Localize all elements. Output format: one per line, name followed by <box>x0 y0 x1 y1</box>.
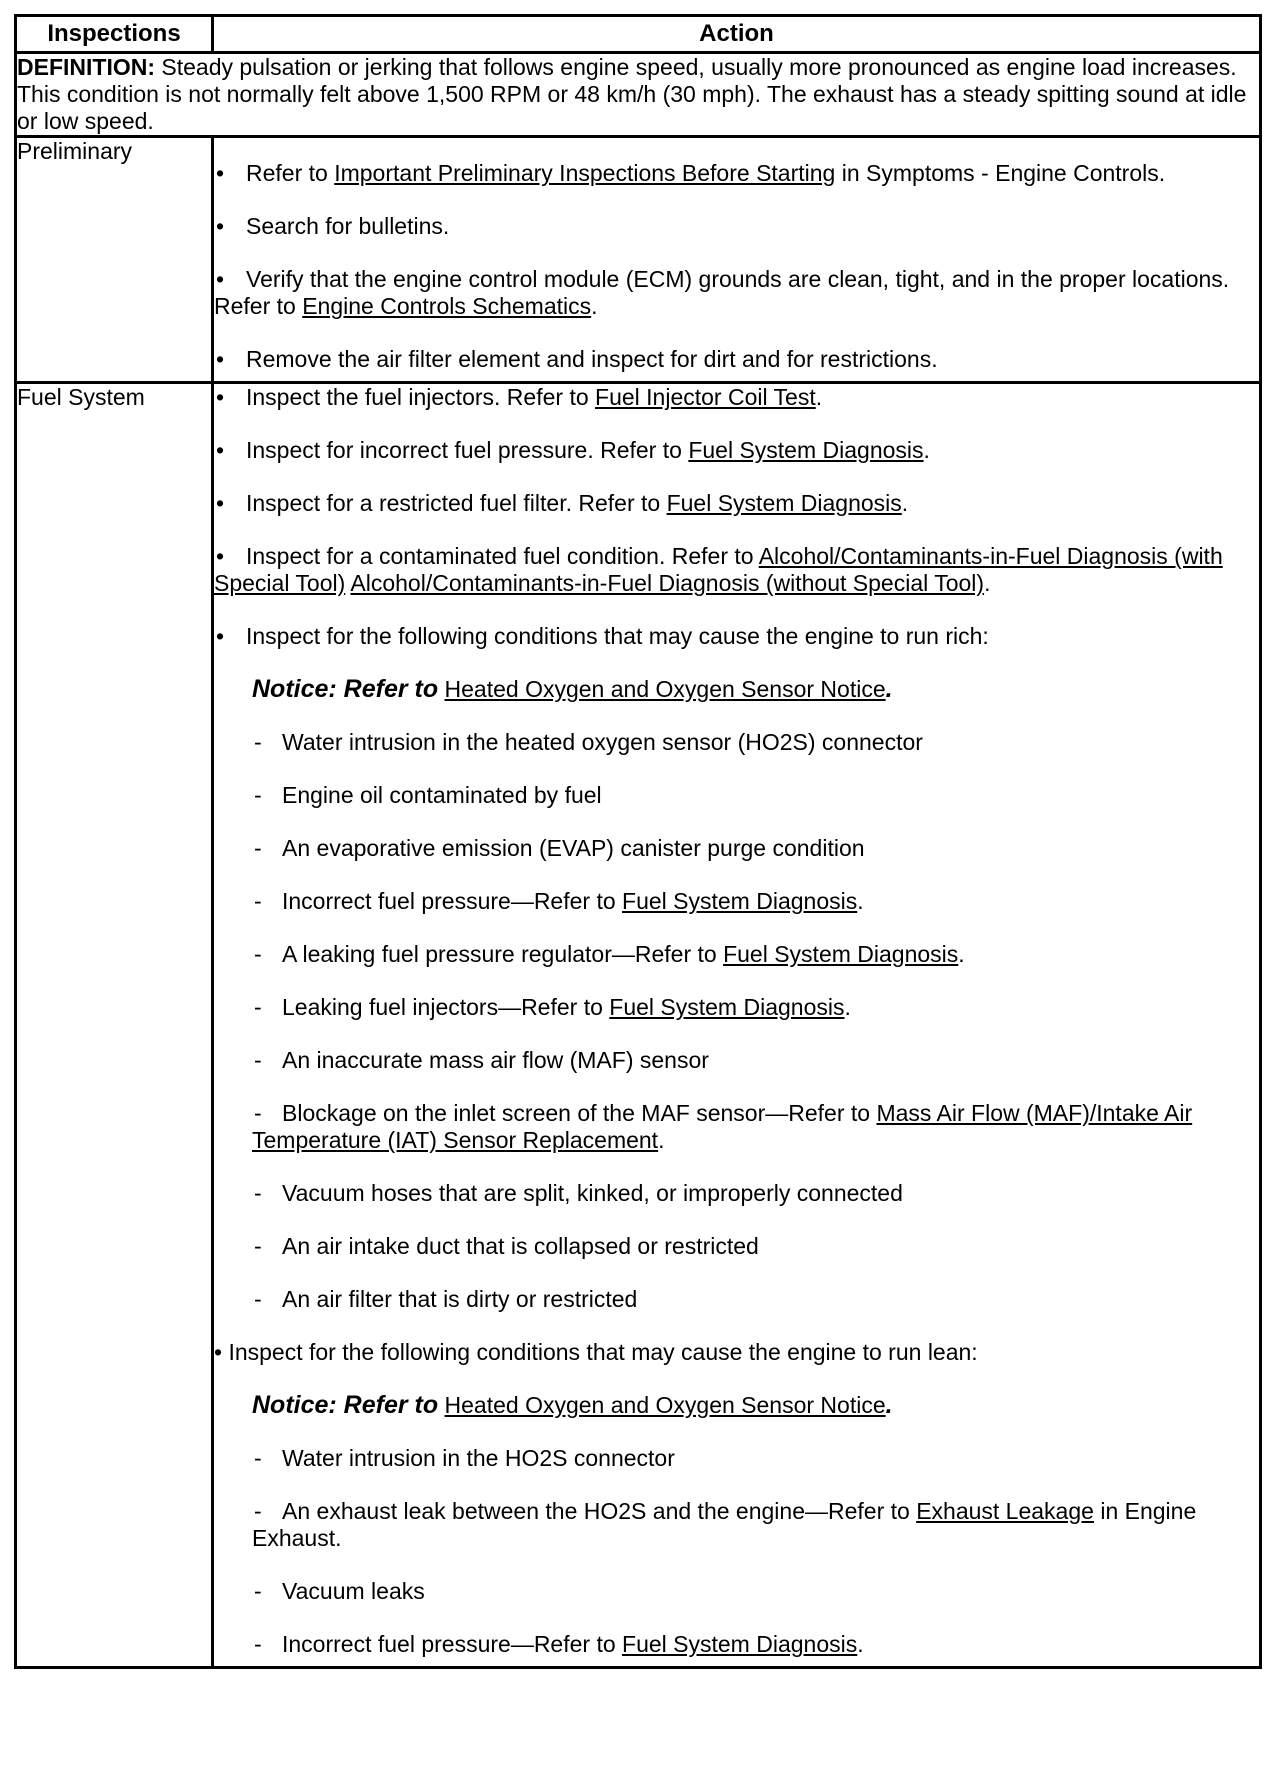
header-action: Action <box>213 16 1261 53</box>
sub-item: - An air filter that is dirty or restricted <box>254 1286 638 1312</box>
fuel-system-diagnosis-link[interactable]: Fuel System Diagnosis <box>723 941 959 967</box>
notice-label: Notice: Refer to <box>252 675 439 703</box>
sub-item: - Engine oil contaminated by fuel <box>254 782 602 808</box>
lean-notice: Notice: Refer to Heated Oxygen and Oxygen Sensor Notice. <box>252 1391 893 1419</box>
engine-controls-schematics-link[interactable]: Engine Controls Schematics <box>302 293 592 319</box>
list-item: • Inspect for a restricted fuel filter. Refer to Fuel System Diagnosis. <box>216 490 909 516</box>
list-item: • Inspect for the following conditions that may cause the engine to run lean: <box>214 1339 978 1365</box>
fuel-system-actions <box>213 383 1261 1668</box>
list-item: • Inspect for incorrect fuel pressure. Refer to Fuel System Diagnosis. <box>216 437 930 463</box>
header-inspections: Inspections <box>16 16 213 53</box>
definition-row <box>16 53 1261 137</box>
fuel-system-row <box>16 383 1261 1668</box>
fuel-system-diagnosis-link[interactable]: Fuel System Diagnosis <box>688 437 924 463</box>
sub-item: - Incorrect fuel pressure—Refer to Fuel System Diagnosis. <box>254 1631 864 1657</box>
definition-cell <box>16 53 1261 137</box>
list-item: • Verify that the engine control module (ECM) grounds are clean, tight, and in the proper locations. Refer to Engine Controls Schematics. <box>214 266 1230 319</box>
preliminary-inspections-link[interactable]: Important Preliminary Inspections Before Starting <box>334 160 836 186</box>
sub-item: - A leaking fuel pressure regulator—Refer to Fuel System Diagnosis. <box>254 941 965 967</box>
fuel-system-diagnosis-link[interactable]: Fuel System Diagnosis <box>666 490 902 516</box>
preliminary-row <box>16 137 1261 383</box>
sub-item: - An exhaust leak between the HO2S and the engine—Refer to Exhaust Leakage in Engine Exhaust. <box>252 1498 1197 1551</box>
fuel-system-diagnosis-link[interactable]: Fuel System Diagnosis <box>622 1631 858 1657</box>
preliminary-actions <box>213 137 1261 383</box>
sub-item: - Incorrect fuel pressure—Refer to Fuel System Diagnosis. <box>254 888 864 914</box>
fuel-injector-coil-test-link[interactable]: Fuel Injector Coil Test <box>595 384 816 410</box>
sub-item: - Vacuum hoses that are split, kinked, or improperly connected <box>254 1180 903 1206</box>
definition-text: Steady pulsation or jerking that follows engine speed, usually more pronounced as engine load increases. This condition is not normally felt above 1,500 RPM or 48 km/h (30 mph). The exhaust has a steady spitting sound at idle or low speed. <box>17 54 1247 134</box>
header-row <box>16 16 1261 53</box>
sub-item: - An evaporative emission (EVAP) canister purge condition <box>254 835 865 861</box>
sub-item: - Water intrusion in the heated oxygen sensor (HO2S) connector <box>254 729 923 755</box>
definition-label: DEFINITION: <box>17 54 155 80</box>
sub-item: - An air intake duct that is collapsed or restricted <box>254 1233 759 1259</box>
sub-item: - Vacuum leaks <box>254 1578 425 1604</box>
sub-item: - Blockage on the inlet screen of the MAF sensor—Refer to Mass Air Flow (MAF)/Intake Air Temperature (IAT) Sensor Replacement. <box>252 1100 1193 1153</box>
list-item: • Search for bulletins. <box>216 213 450 239</box>
list-item: • Refer to Important Preliminary Inspections Before Starting in Symptoms - Engine Controls. <box>216 160 1166 186</box>
notice-label: Notice: Refer to <box>252 1391 439 1419</box>
alcohol-contaminants-with-tool-link[interactable]: Alcohol/Contaminants-in-Fuel Diagnosis (with Special Tool) <box>214 543 1223 596</box>
list-item: • Inspect the fuel injectors. Refer to Fuel Injector Coil Test. <box>216 384 823 410</box>
alcohol-contaminants-without-tool-link[interactable]: Alcohol/Contaminants-in-Fuel Diagnosis (without Special Tool) <box>350 570 985 596</box>
oxygen-sensor-notice-link[interactable]: Heated Oxygen and Oxygen Sensor Notice <box>444 1392 886 1418</box>
fuel-system-diagnosis-link[interactable]: Fuel System Diagnosis <box>609 994 845 1020</box>
diagnostic-table <box>14 14 1262 1669</box>
sub-item: - Leaking fuel injectors—Refer to Fuel System Diagnosis. <box>254 994 851 1020</box>
fuel-system-diagnosis-link[interactable]: Fuel System Diagnosis <box>622 888 858 914</box>
oxygen-sensor-notice-link[interactable]: Heated Oxygen and Oxygen Sensor Notice <box>444 676 886 702</box>
list-item: • Remove the air filter element and inspect for dirt and for restrictions. <box>216 346 938 372</box>
rich-notice: Notice: Refer to Heated Oxygen and Oxygen Sensor Notice. <box>252 675 893 703</box>
list-item: • Inspect for the following conditions that may cause the engine to run rich: <box>216 623 989 649</box>
sub-item: - An inaccurate mass air flow (MAF) sensor <box>254 1047 709 1073</box>
preliminary-label: Preliminary <box>16 137 213 383</box>
exhaust-leakage-link[interactable]: Exhaust Leakage <box>916 1498 1094 1524</box>
maf-iat-sensor-replacement-link[interactable]: Mass Air Flow (MAF)/Intake Air Temperature (IAT) Sensor Replacement <box>252 1100 1193 1153</box>
sub-item: - Water intrusion in the HO2S connector <box>254 1445 675 1471</box>
fuel-system-label: Fuel System <box>16 383 213 1668</box>
list-item: • Inspect for a contaminated fuel condition. Refer to Alcohol/Contaminants-in-Fuel Diagnosis (with Special Tool) Alcohol/Contaminants-in-Fuel Diagnosis (without Special Tool). <box>214 543 1223 596</box>
